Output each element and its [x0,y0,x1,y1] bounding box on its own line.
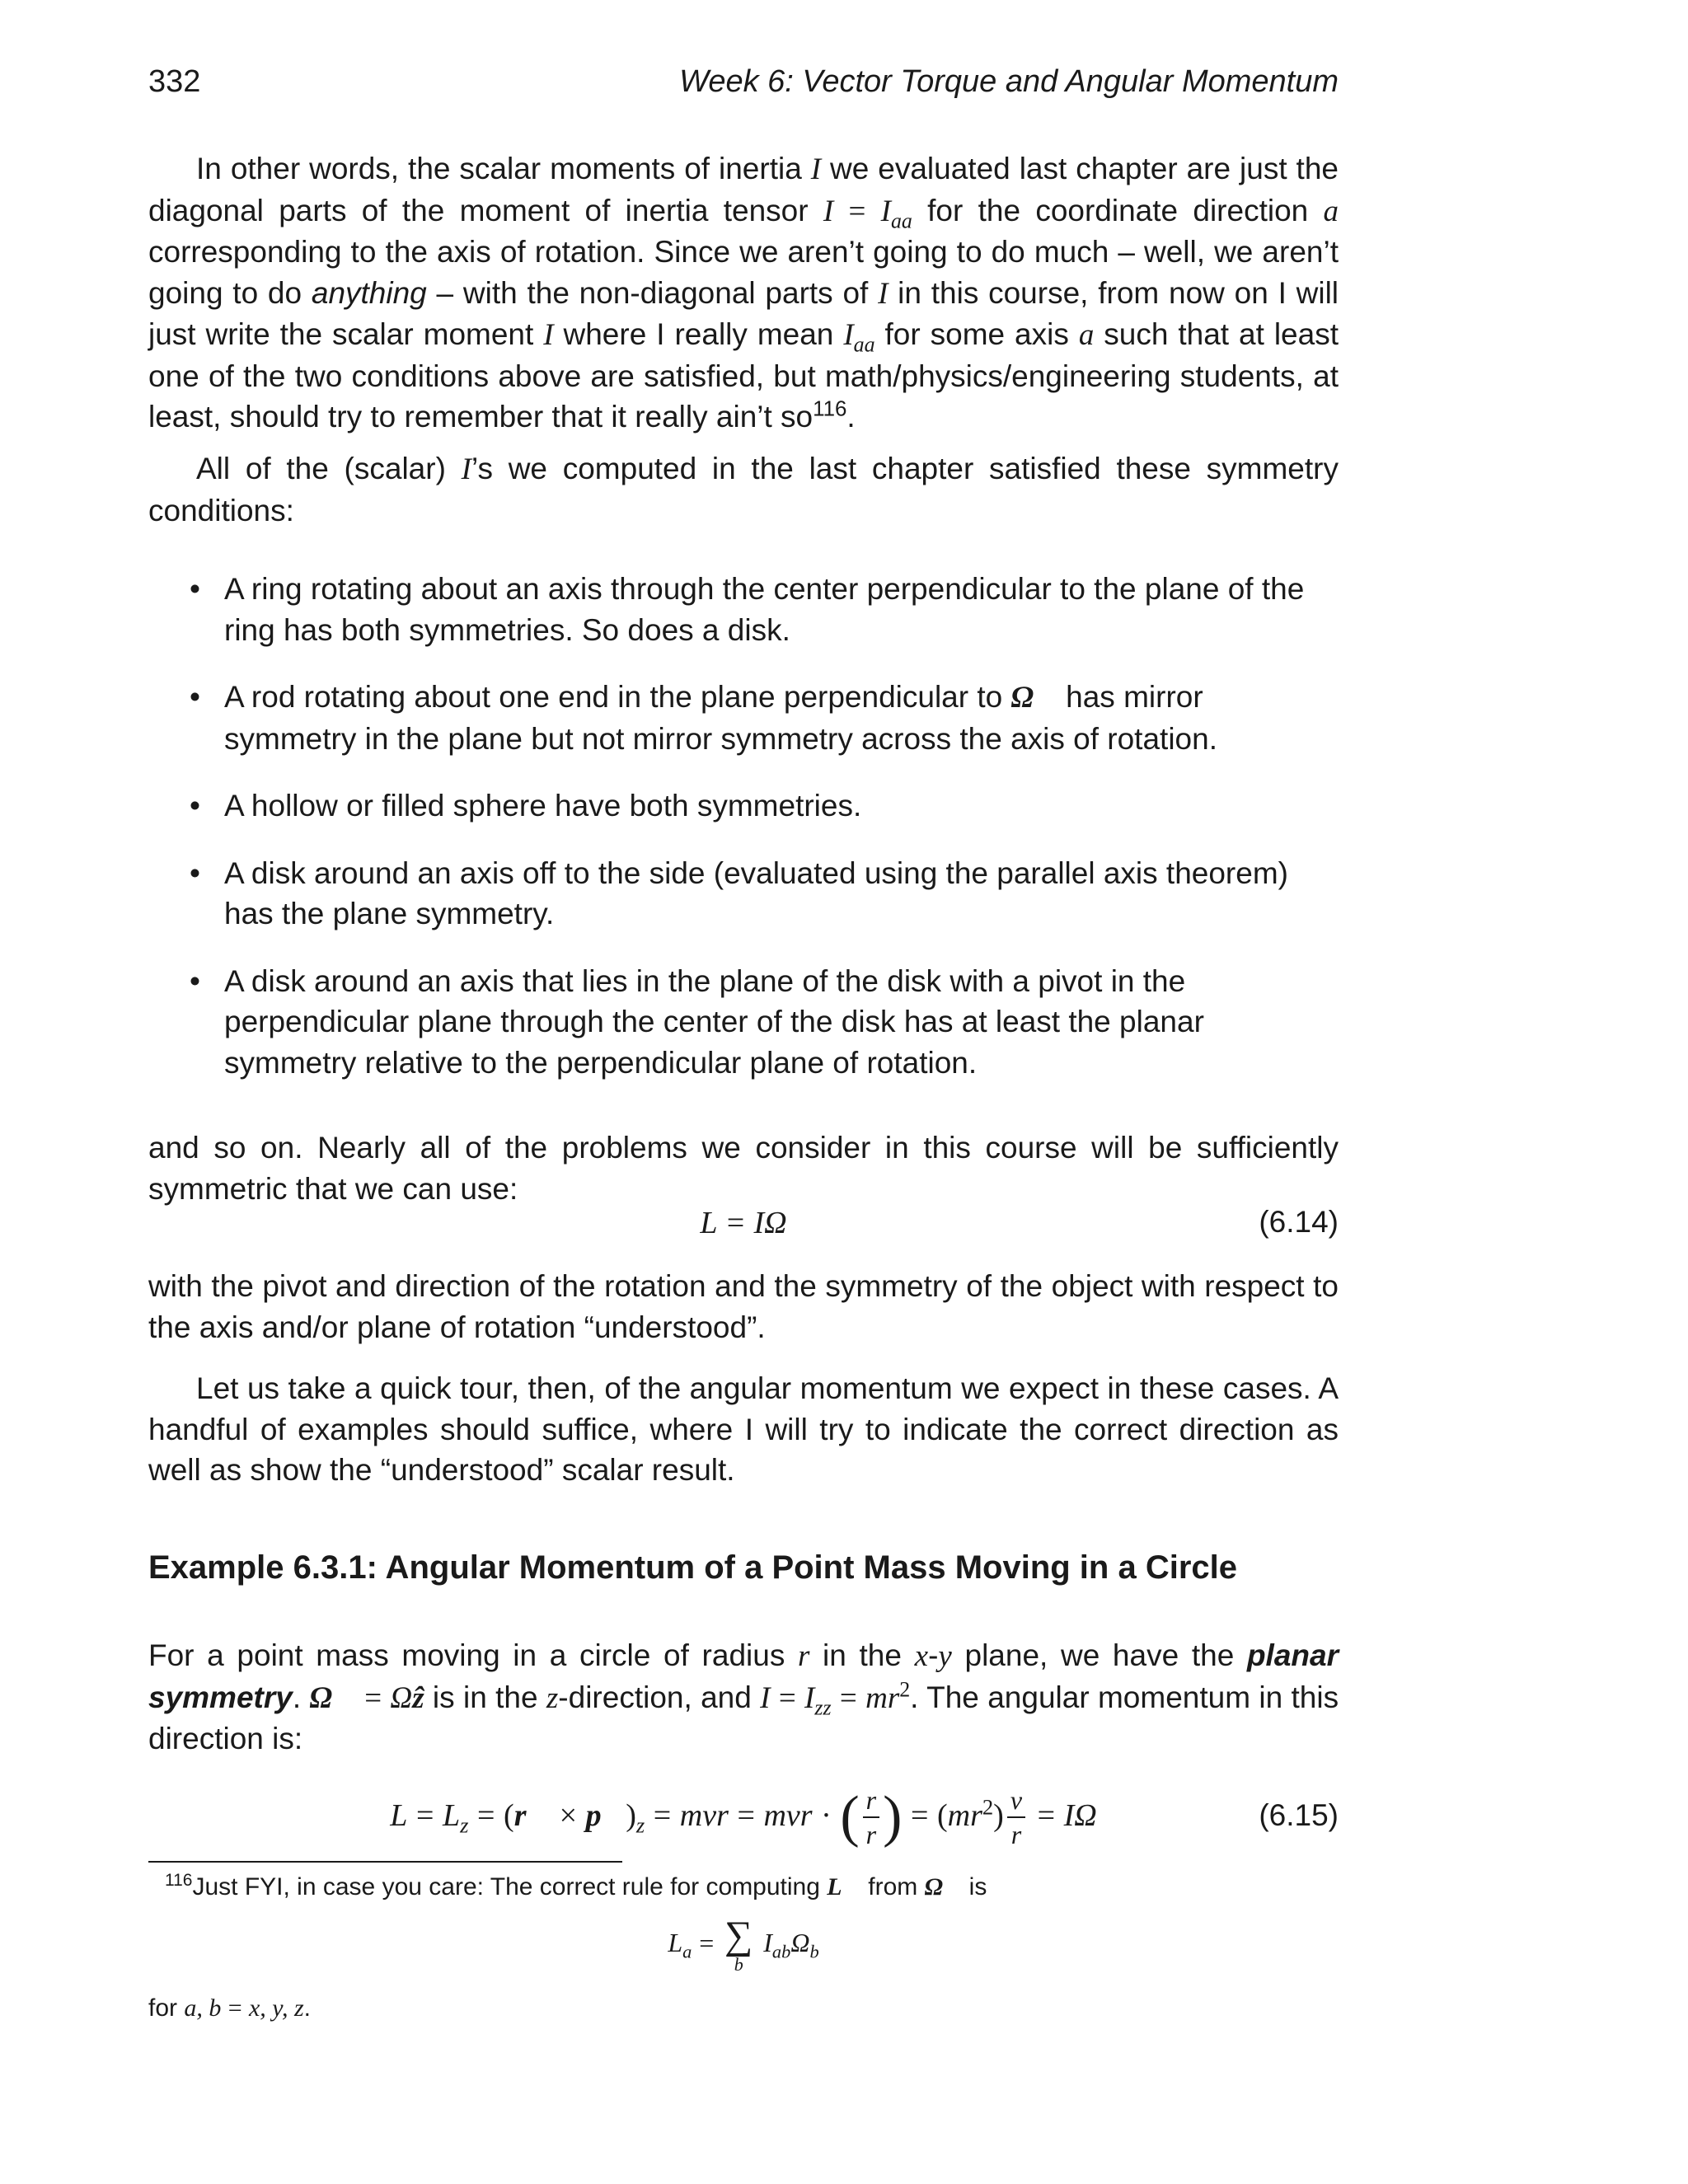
footnote-divider [148,1861,622,1863]
list-item: • A hollow or filled sphere have both symmetries. [148,785,1339,827]
footnote-equation: $L_a$ = ∑ b $I_{ab}\Omega_b$ [668,1914,819,1975]
page-number: 332 [148,64,201,99]
running-title: Week 6: Vector Torque and Angular Momentum [679,64,1339,99]
paragraph-quick-tour: Let us take a quick tour, then, of the angular momentum we expect in these cases. A handful of examples should suffice, where I will try to indicate the correct direction as well as show the “understood” scalar result. [148,1371,1339,1487]
example-title: Example 6.3.1: Angular Momentum of a Point Mass Moving in a Circle [148,1549,1237,1586]
equation-6-14 [148,1205,1339,1251]
footnote-ref[interactable]: 116 [813,397,847,421]
equation-number: (6.14) [1259,1205,1339,1239]
equation-expression: $L = L_z$ = (r⃗ × $p⃗)_z$ = mvr = mvr · ( $\frac{r}{r}$ ) = $(mr^2)$ $\frac{v}{r}$ = IΩ [390,1784,1097,1849]
equation-number: (6.15) [1259,1798,1339,1832]
paragraph-inertia-tensor: In other words, the scalar moments of inertia I we evaluated last chapter are just the diagonal parts of the moment of inertia tensor $I = I_{aa}$ for the coordinate direction a corresponding to the axis of rotation. Since we aren’t going to do much – well, we aren’t going to do anything – with the non-diagonal parts of I in this course, from now on I will just write the scalar moment I where I really mean $I_{aa}$ for some axis a such that at least one of the two conditions above are satisfied, but math/physics/engineering students, at least, should try to remember that it really ain’t $so^{116}$. [148,152,1339,434]
paragraph-point-mass: For a point mass moving in a circle of radius r in the x-y plane, we have the planar symmetry. Ω⃗ = Ωẑ is in the z-direction, and $I = I_{zz} = mr^2$. The angular momentum in this direction is: [148,1638,1339,1755]
equation-expression: L = IΩ [700,1206,787,1240]
list-item: • A disk around an axis off to the side (evaluated using the parallel axis theorem) has the plane symmetry. [148,853,1339,935]
paragraph-and-so-on: and so on. Nearly all of the problems we consider in this course will be sufficiently symmetric that we can use: [148,1131,1339,1206]
symmetry-examples-list [148,569,1339,1109]
list-item: • A ring rotating about an axis through the center perpendicular to the plane of the ring has both symmetries. So does a disk. [148,569,1339,650]
footnote-tail: for a, b = x, y, z. [148,1994,311,2022]
paragraph-symmetry-conditions: All of the (scalar) I’s we computed in the last chapter satisfied these symmetry conditions: [148,452,1339,527]
equation-6-15 [148,1770,1339,1861]
list-item: • A rod rotating about one end in the plane perpendicular to Ω⃗ has mirror symmetry in the plane but not mirror symmetry across the axis of rotation. [148,677,1339,759]
page-header [148,64,1339,105]
list-item: • A disk around an axis that lies in the plane of the disk with a pivot in the perpendicular plane through the center of the disk has at least the planar symmetry relative to the perpendicular plane of rotation. [148,961,1339,1084]
footnote-mark: 116 [165,1871,193,1890]
footnote-116: $^{116}$Just FYI, in case you care: The correct rule for computing L⃗ from Ω⃗ is [165,1871,987,1900]
paragraph-understood: with the pivot and direction of the rotation and the symmetry of the object with respect to the axis and/or plane of rotation “understood”. [148,1269,1339,1344]
